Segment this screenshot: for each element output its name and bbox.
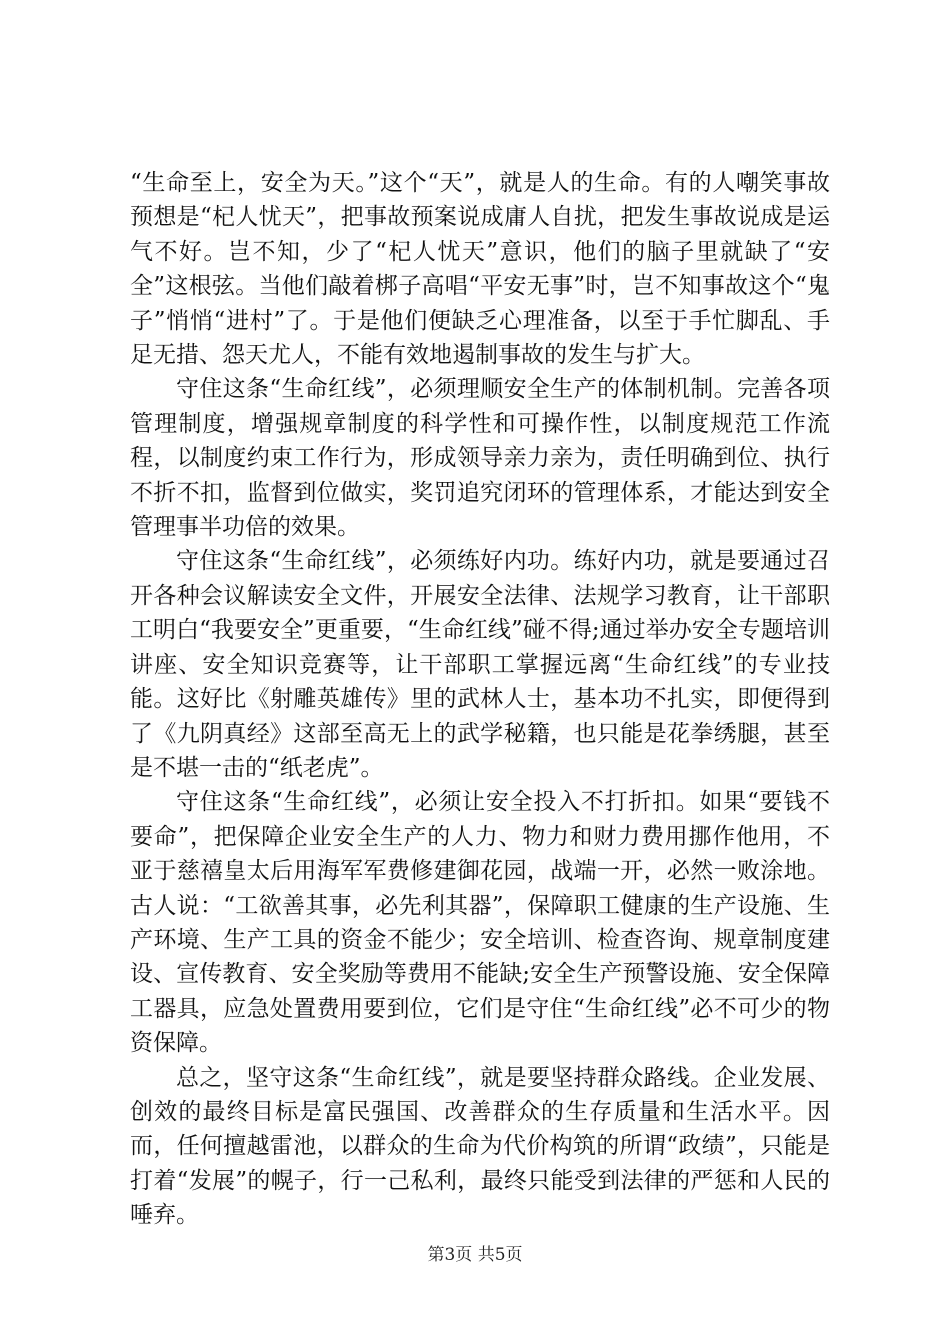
paragraph-5: 总之，坚守这条“生命红线”，就是要坚持群众路线。企业发展、创效的最终目标是富民强国、改善群众的生存质量和生活水平。因而，任何擅越雷池，以群众的生命为代价构筑的所谓“政绩”，只能是打着“发展”的幌子，行一己私利，最终只能受到法律的严惩和人民的唾弃。 [130,1064,830,1229]
paragraph-3: 守住这条“生命红线”，必须练好内功。练好内功，就是要通过召开各种会议解读安全文件，开展安全法律、法规学习教育，让干部职工明白“我要安全”更重要，“生命红线”碰不得;通过举办安全专题培训讲座、安全知识竞赛等，让干部职工掌握远离“生命红线”的专业技能。这好比《射雕英雄传》里的武林人士，基本功不扎实，即便得到了《九阴真经》这部至高无上的武学秘籍，也只能是花拳绣腿，甚至是不堪一击的“纸老虎”。 [130,548,830,781]
page-number-footer: 第3页 共5页 [427,1245,523,1265]
paragraph-4: 守住这条“生命红线”，必须让安全投入不打折扣。如果“要钱不要命”，把保障企业安全生产的人力、物力和财力费用挪作他用，不亚于慈禧皇太后用海军军费修建御花园，战端一开，必然一败涂地。古人说：“工欲善其事，必先利其器”，保障职工健康的生产设施、生产环境、生产工具的资金不能少；安全培训、检查咨询、规章制度建设、宣传教育、安全奖励等费用不能缺;安全生产预警设施、安全保障工器具，应急处置费用要到位，它们是守住“生命红线”必不可少的物资保障。 [130,789,830,1057]
paragraph-2: 守住这条“生命红线”，必须理顺安全生产的体制机制。完善各项管理制度，增强规章制度的科学性和可操作性，以制度规范工作流程，以制度约束工作行为，形成领导亲力亲为，责任明确到位、执行不折不扣，监督到位做实，奖罚追究闭环的管理体系，才能达到安全管理事半功倍的效果。 [130,376,830,541]
paragraph-1: “生命至上，安全为天。”这个“天”，就是人的生命。有的人嘲笑事故预想是“杞人忧天”，把事故预案说成庸人自扰，把发生事故说成是运气不好。岂不知，少了“杞人忧天”意识，他们的脑子里就缺了“安全”这根弦。当他们敲着梆子高唱“平安无事”时，岂不知事故这个“鬼子”悄悄“进村”了。于是他们便缺乏心理准备，以至于手忙脚乱、手足无措、怨天尤人，不能有效地遏制事故的发生与扩大。 [130,170,830,369]
document-body [130,166,830,1233]
